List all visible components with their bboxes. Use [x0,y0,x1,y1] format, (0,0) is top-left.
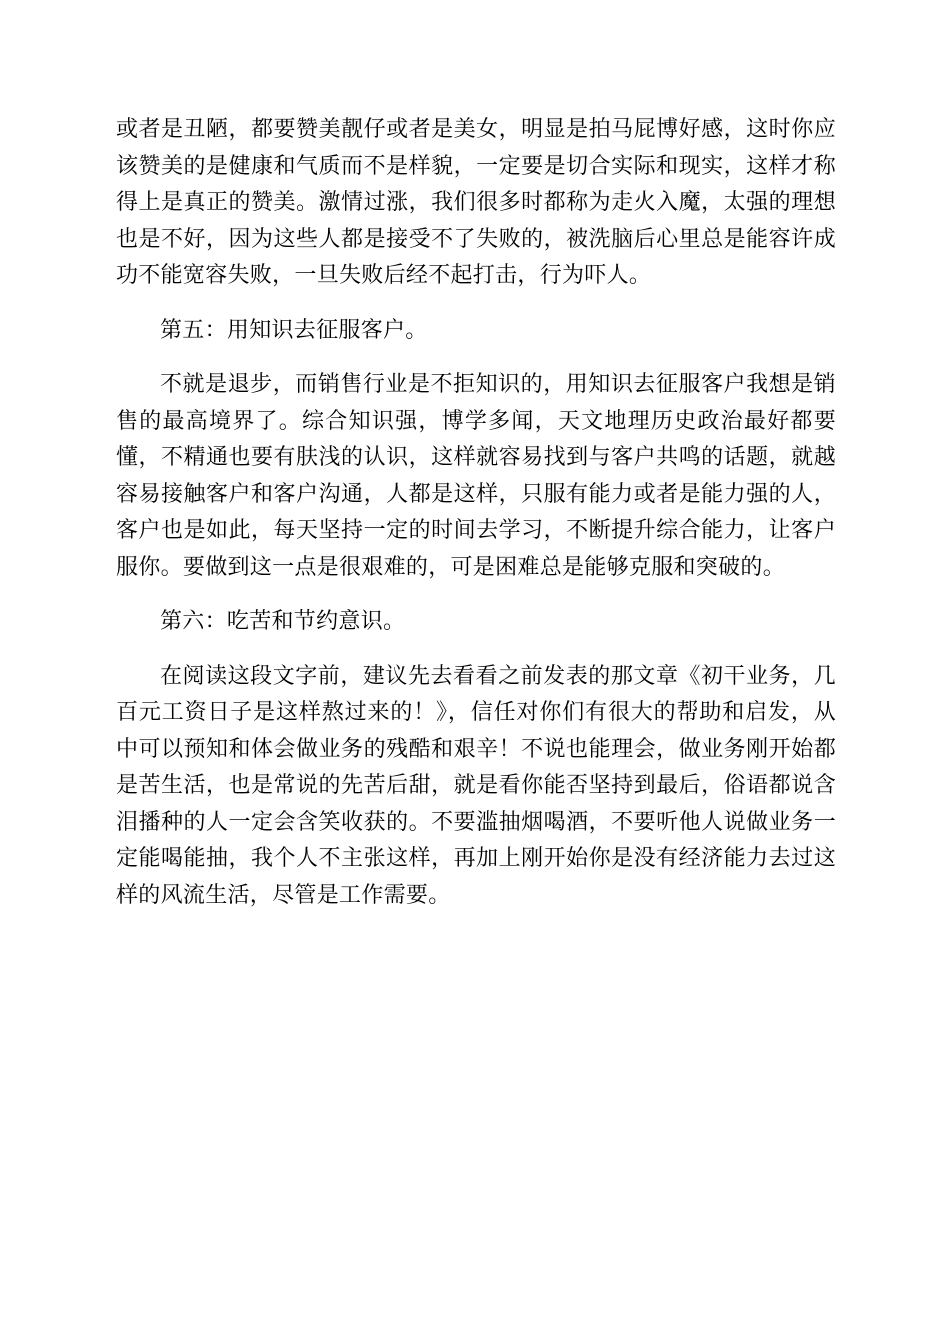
section-heading-six: 第六：吃苦和节约意识。 [160,609,406,634]
paragraph-continued: 或者是丑陋，都要赞美靓仔或者是美女，明显是拍马屁博好感，这时你应该赞美的是健康和气质而不是样貌，一定要是切合实际和现实，这样才称得上是真正的赞美。激情过涨，我们很多时都称为走火入魔，太强的理想也是不好，因为这些人都是接受不了失败的，被洗脑后心里总是能容许成功不能宽容失败，一旦失败后经不起打击，行为吓人。 [116,117,836,288]
paragraph-hardship: 在阅读这段文字前，建议先去看看之前发表的那文章《初干业务，几百元工资日子是这样熬过来的！》，信任对你们有很大的帮助和启发，从中可以预知和体会做业务的残酷和艰辛！不说也能理会，做业务刚开始都是苦生活，也是常说的先苦后甜，就是看你能否坚持到最后，俗语都说含泪播种的人一定会含笑收获的。不要滥抽烟喝酒，不要听他人说做业务一定能喝能抽，我个人不主张这样，再加上刚开始你是没有经济能力去过这样的风流生活，尽管是工作需要。 [116,663,836,908]
section-heading-five: 第五：用知识去征服客户。 [160,317,428,343]
document-body [116,112,836,914]
paragraph-knowledge: 不就是退步，而销售行业是不拒知识的，用知识去征服客户我想是销售的最高境界了。综合知识强，博学多闻，天文地理历史政治最好都要懂，不精通也要有肤浅的认识，这样就容易找到与客户共鸣的话题，就越容易接触客户和客户沟通，人都是这样，只服有能力或者是能力强的人，客户也是如此，每天坚持一定的时间去学习，不断提升综合能力，让客户服你。要做到这一点是很艰难的，可是困难总是能够克服和突破的。 [116,372,836,580]
